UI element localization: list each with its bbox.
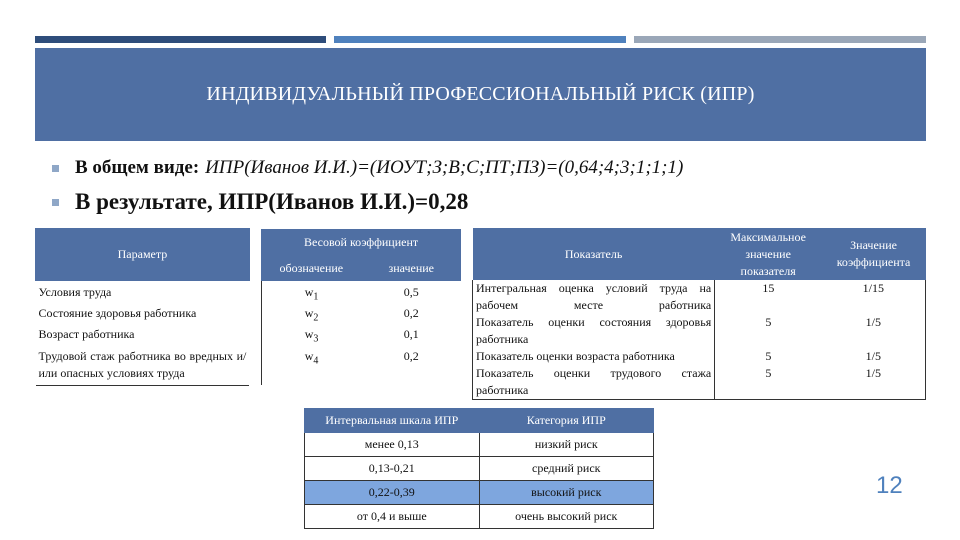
accent-bar-dark (35, 36, 326, 43)
table-row (473, 365, 926, 400)
scale-category: средний риск (479, 457, 653, 481)
indicator-coef: 1/5 (822, 348, 926, 365)
header-coefficient: Значение коэффициента (822, 228, 926, 280)
header-value: значение (362, 257, 462, 281)
slide-title: ИНДИВИДУАЛЬНЫЙ ПРОФЕССИОНАЛЬНЫЙ РИСК (ИПР) (206, 83, 755, 105)
indicator-name: Показатель оценки трудового стажа работника (473, 365, 715, 400)
table-row (473, 348, 926, 365)
header-category: Категория ИПР (479, 409, 653, 433)
scale-category: высокий риск (479, 481, 653, 505)
risk-scale-table (304, 408, 654, 529)
table-row (305, 457, 654, 481)
table-row (473, 280, 926, 314)
param-name: Условия труда (38, 285, 112, 299)
bullet-square-icon (52, 165, 59, 172)
indicator-coef: 1/5 (822, 314, 926, 348)
param-symbol: $w_4$ (304, 348, 319, 367)
indicator-table (472, 228, 926, 400)
bullet-general (52, 157, 683, 179)
param-symbol: $w_1$ (304, 284, 319, 302)
table-row (305, 505, 654, 529)
bullet-square-icon (52, 199, 59, 206)
param-symbol: $w_2$ (304, 305, 319, 324)
indicator-max: 15 (762, 281, 775, 295)
table-row (36, 305, 462, 326)
table-row-highlighted (305, 481, 654, 505)
table-row (305, 433, 654, 457)
param-name: Состояние здоровья работника (38, 305, 197, 320)
header-max-value: Максимальное значение показателя (715, 228, 822, 280)
table-row (473, 314, 926, 348)
scale-interval: 0,22-0,39 (305, 481, 480, 505)
indicator-coef: 1/5 (822, 365, 926, 400)
scale-interval: от 0,4 и выше (305, 505, 480, 529)
indicator-name: Показатель оценки возраста работника (473, 348, 715, 365)
accent-bar-light (634, 36, 926, 43)
table-row (36, 281, 462, 305)
indicator-name: Интегральная оценка условий труда на рабочем месте работника (473, 280, 715, 314)
bullet-result (52, 189, 468, 215)
general-label: В общем виде: (75, 157, 200, 178)
accent-bar-medium (334, 36, 626, 43)
indicator-max: 5 (765, 315, 772, 329)
param-value: 0,1 (403, 327, 419, 342)
title-banner (35, 48, 926, 141)
header-designation: обозначение (261, 257, 361, 281)
table-row (36, 348, 462, 386)
scale-category: низкий риск (479, 433, 653, 457)
table-row (36, 326, 462, 347)
page-number: 12 (876, 472, 903, 499)
indicator-coef: 1/15 (822, 280, 926, 314)
header-weight: Весовой коэффициент (261, 229, 461, 257)
param-value: 0,2 (403, 305, 419, 320)
indicator-max: 5 (715, 365, 822, 400)
param-name: Трудовой стаж работника во вредных и/или опасных условиях труда (36, 348, 250, 386)
param-name: Возраст работника (38, 327, 135, 342)
param-symbol: $w_3$ (304, 327, 319, 345)
scale-category: очень высокий риск (479, 505, 653, 529)
general-formula: ИПР(Иванов И.И.)=(ИОУТ;З;В;С;ПТ;ПЗ)=(0,64;4;3;1;1;1) (205, 157, 684, 178)
header-interval: Интервальная шкала ИПР (305, 409, 480, 433)
param-value: 0,5 (403, 284, 419, 299)
scale-interval: 0,13-0,21 (305, 457, 480, 481)
indicator-max: 5 (765, 349, 772, 363)
scale-interval: менее 0,13 (305, 433, 480, 457)
parameter-table (35, 228, 461, 386)
param-value: 0,2 (403, 348, 419, 363)
header-indicator: Показатель (473, 228, 715, 280)
header-parameter: Параметр (36, 229, 250, 281)
result-text: В результате, ИПР(Иванов И.И.)=0,28 (75, 189, 469, 214)
indicator-name: Показатель оценки состояния здоровья работника (473, 314, 715, 348)
